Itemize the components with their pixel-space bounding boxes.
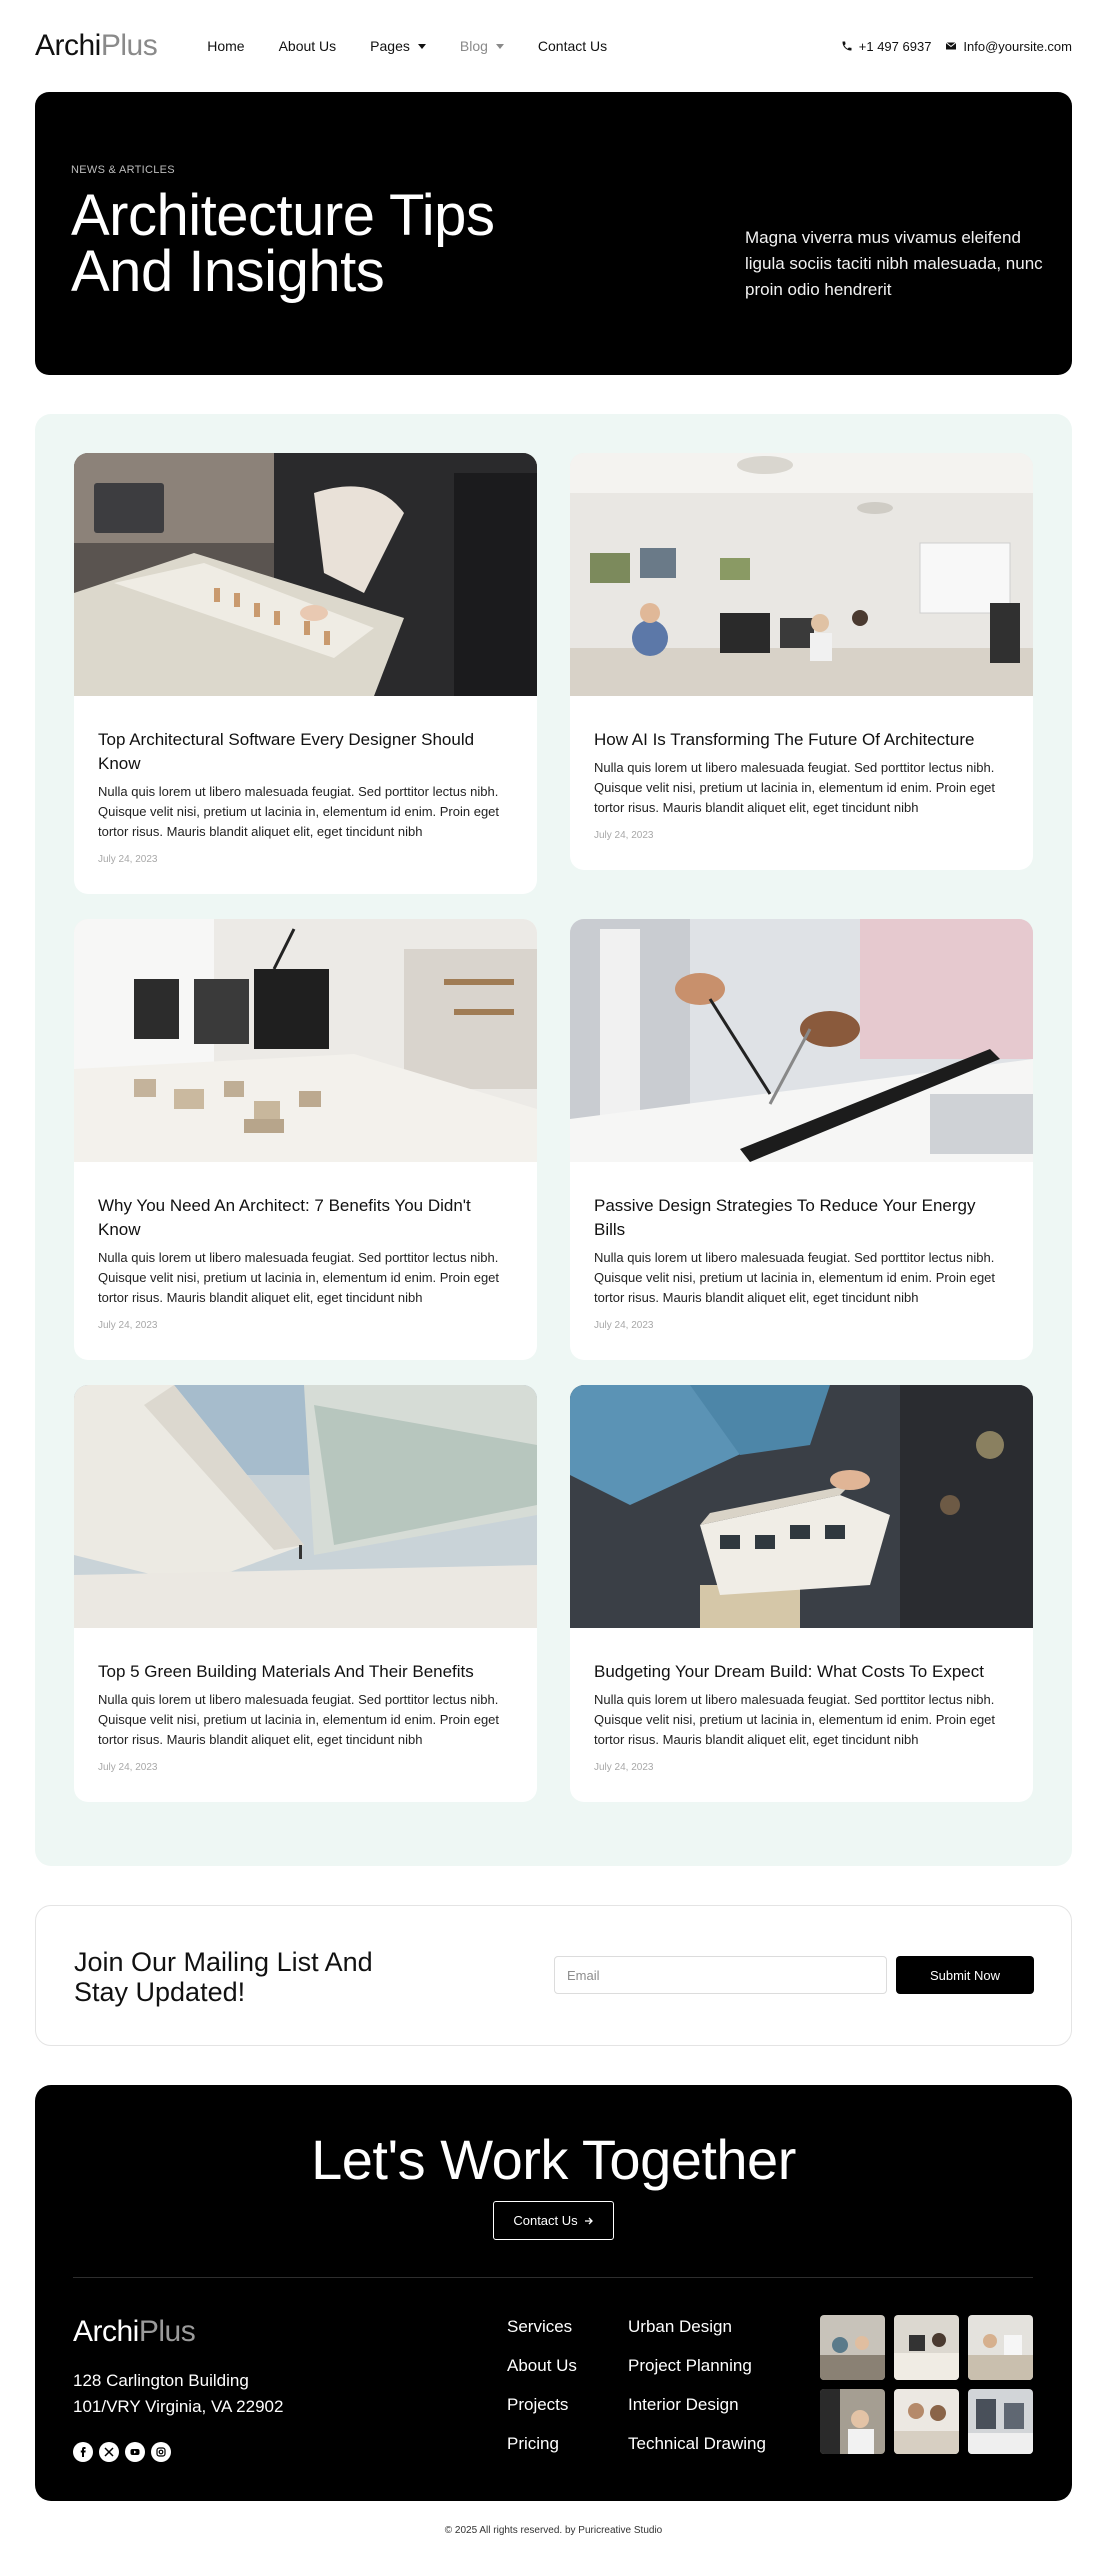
footer-link-urban-design[interactable]: Urban Design (628, 2317, 732, 2336)
post-date: July 24, 2023 (594, 1762, 654, 1773)
contact-info (841, 39, 1072, 54)
nav-home[interactable] (207, 38, 244, 54)
footer-link-about[interactable]: About Us (507, 2356, 577, 2375)
post-excerpt: Nulla quis lorem ut libero malesuada feugiat. Sed porttitor lectus nibh. Quisque velit nisi, pretium ut lacinia in, elementum id enim. Proin eget tortor risus. Mauris blandit aliquet elit, eget tincidunt nibh (594, 760, 996, 815)
nav-pages-label: Pages (370, 38, 410, 54)
newsletter-section (35, 1905, 1072, 2046)
facebook-icon[interactable] (73, 2442, 93, 2462)
post-title[interactable]: Budgeting Your Dream Build: What Costs To Expect (594, 1662, 984, 1681)
office-team-photo (570, 453, 1033, 696)
blog-card[interactable] (74, 453, 537, 894)
footer-link-interior-design[interactable]: Interior Design (628, 2395, 739, 2414)
footer-logo-accent: Plus (138, 2315, 196, 2348)
post-title[interactable]: Passive Design Strategies To Reduce Your Energy Bills (594, 1196, 976, 1239)
email-field[interactable] (554, 1956, 887, 1994)
nav-blog[interactable] (460, 38, 504, 54)
arrow-right-icon (584, 2216, 594, 2226)
nav-pages[interactable] (370, 38, 426, 54)
address-line2: 101/VRY Virginia, VA 22902 (73, 2397, 284, 2416)
footer (35, 2085, 1072, 2501)
footer-links-col2 (628, 2315, 766, 2456)
footer-links-col1 (507, 2315, 577, 2456)
post-image[interactable] (570, 919, 1033, 1162)
white-arches-photo (74, 1385, 537, 1628)
hero-banner (35, 92, 1072, 375)
gallery-thumb[interactable] (894, 2389, 959, 2454)
submit-button[interactable]: Submit Now (896, 1956, 1034, 1994)
mail-icon (945, 40, 957, 52)
gallery-thumb[interactable] (820, 2315, 885, 2380)
footer-address (73, 2368, 283, 2420)
house-model-photo (570, 1385, 1033, 1628)
post-image[interactable] (74, 1385, 537, 1628)
nav-contact[interactable] (538, 38, 607, 54)
footer-link-projects[interactable]: Projects (507, 2395, 569, 2414)
contact-us-button[interactable] (493, 2201, 614, 2240)
youtube-icon[interactable] (125, 2442, 145, 2462)
hero-eyebrow: NEWS & ARTICLES (71, 164, 175, 176)
main-menu (207, 38, 641, 54)
post-date: July 24, 2023 (98, 1762, 158, 1773)
footer-logo[interactable] (73, 2315, 195, 2349)
phone-icon (841, 40, 853, 52)
footer-link-services[interactable]: Services (507, 2317, 573, 2336)
gallery-thumb[interactable] (968, 2315, 1033, 2380)
post-excerpt: Nulla quis lorem ut libero malesuada feugiat. Sed porttitor lectus nibh. Quisque velit nisi, pretium ut lacinia in, elementum id enim. Proin eget tortor risus. Mauris blandit aliquet elit, eget tincidunt nibh (98, 1692, 500, 1747)
gallery-thumb[interactable] (820, 2389, 885, 2454)
logo-main: Archi (35, 29, 101, 62)
gallery-thumb[interactable] (894, 2315, 959, 2380)
post-date: July 24, 2023 (98, 854, 158, 865)
post-image[interactable] (74, 453, 537, 696)
post-title[interactable]: How AI Is Transforming The Future Of Architecture (594, 730, 975, 749)
x-icon[interactable] (99, 2442, 119, 2462)
post-date: July 24, 2023 (98, 1320, 158, 1331)
post-excerpt: Nulla quis lorem ut libero malesuada feugiat. Sed porttitor lectus nibh. Quisque velit nisi, pretium ut lacinia in, elementum id enim. Proin eget tortor risus. Mauris blandit aliquet elit, eget tincidunt nibh (98, 1250, 500, 1305)
footer-logo-main: Archi (73, 2315, 139, 2348)
gallery-thumb[interactable] (968, 2389, 1033, 2454)
hero-description: Magna viverra mus vivamus eleifend ligula sociis taciti nibh malesuada, nunc proin odio hendrerit (745, 228, 1043, 299)
drafting-hands-photo (570, 919, 1033, 1162)
nav-blog-label: Blog (459, 38, 488, 54)
instagram-icon[interactable] (151, 2442, 171, 2462)
email-address: Info@yoursite.com (963, 38, 1072, 54)
chevron-down-icon (496, 44, 504, 49)
studio-desk-photo (74, 919, 537, 1162)
post-excerpt: Nulla quis lorem ut libero malesuada feugiat. Sed porttitor lectus nibh. Quisque velit nisi, pretium ut lacinia in, elementum id enim. Proin eget tortor risus. Mauris blandit aliquet elit, eget tincidunt nibh (594, 1250, 996, 1305)
top-nav (35, 0, 1072, 92)
logo-accent: Plus (100, 29, 158, 62)
logo[interactable] (35, 29, 157, 63)
page-title (71, 183, 495, 304)
post-image[interactable] (570, 1385, 1033, 1628)
model-table-photo (74, 453, 537, 696)
cta-title: Let's Work Together (311, 2128, 796, 2191)
address-line1: 128 Carlington Building (73, 2371, 249, 2390)
post-image[interactable] (74, 919, 537, 1162)
nav-home-label: Home (207, 38, 245, 54)
social-links (73, 2442, 171, 2462)
nav-contact-label: Contact Us (537, 38, 608, 54)
footer-gallery (820, 2315, 1033, 2454)
post-date: July 24, 2023 (594, 830, 654, 841)
chevron-down-icon (418, 44, 426, 49)
footer-link-project-planning[interactable]: Project Planning (628, 2356, 752, 2375)
post-date: July 24, 2023 (594, 1320, 654, 1331)
blog-card[interactable] (570, 919, 1033, 1360)
blog-card[interactable] (74, 1385, 537, 1802)
post-title[interactable]: Top 5 Green Building Materials And Their Benefits (98, 1662, 474, 1681)
page-title-line1: Architecture Tips (71, 183, 495, 248)
footer-link-pricing[interactable]: Pricing (507, 2434, 559, 2453)
phone-link[interactable] (841, 39, 932, 54)
phone-number: +1 497 6937 (858, 38, 932, 54)
page-title-line2: And Insights (71, 239, 385, 304)
post-image[interactable] (570, 453, 1033, 696)
email-link[interactable] (945, 39, 1072, 54)
copyright-text: © 2025 All rights reserved. by Puricreative Studio (444, 2525, 663, 2536)
post-title[interactable]: Top Architectural Software Every Designer Should Know (98, 730, 475, 773)
blog-card[interactable] (570, 453, 1033, 870)
footer-link-technical-drawing[interactable]: Technical Drawing (628, 2434, 766, 2453)
footer-divider (73, 2277, 1033, 2278)
newsletter-title: Join Our Mailing List And Stay Updated! (74, 1947, 373, 2007)
nav-about[interactable] (279, 38, 337, 54)
post-excerpt: Nulla quis lorem ut libero malesuada feugiat. Sed porttitor lectus nibh. Quisque velit nisi, pretium ut lacinia in, elementum id enim. Proin eget tortor risus. Mauris blandit aliquet elit, eget tincidunt nibh (98, 784, 500, 839)
blog-grid (35, 414, 1072, 1866)
blog-card[interactable] (74, 919, 537, 1360)
contact-us-label: Contact Us (513, 2213, 578, 2228)
post-title[interactable]: Why You Need An Architect: 7 Benefits You Didn't Know (98, 1196, 471, 1239)
nav-about-label: About Us (278, 38, 337, 54)
blog-card[interactable] (570, 1385, 1033, 1802)
post-excerpt: Nulla quis lorem ut libero malesuada feugiat. Sed porttitor lectus nibh. Quisque velit nisi, pretium ut lacinia in, elementum id enim. Proin eget tortor risus. Mauris blandit aliquet elit, eget tincidunt nibh (594, 1692, 996, 1747)
